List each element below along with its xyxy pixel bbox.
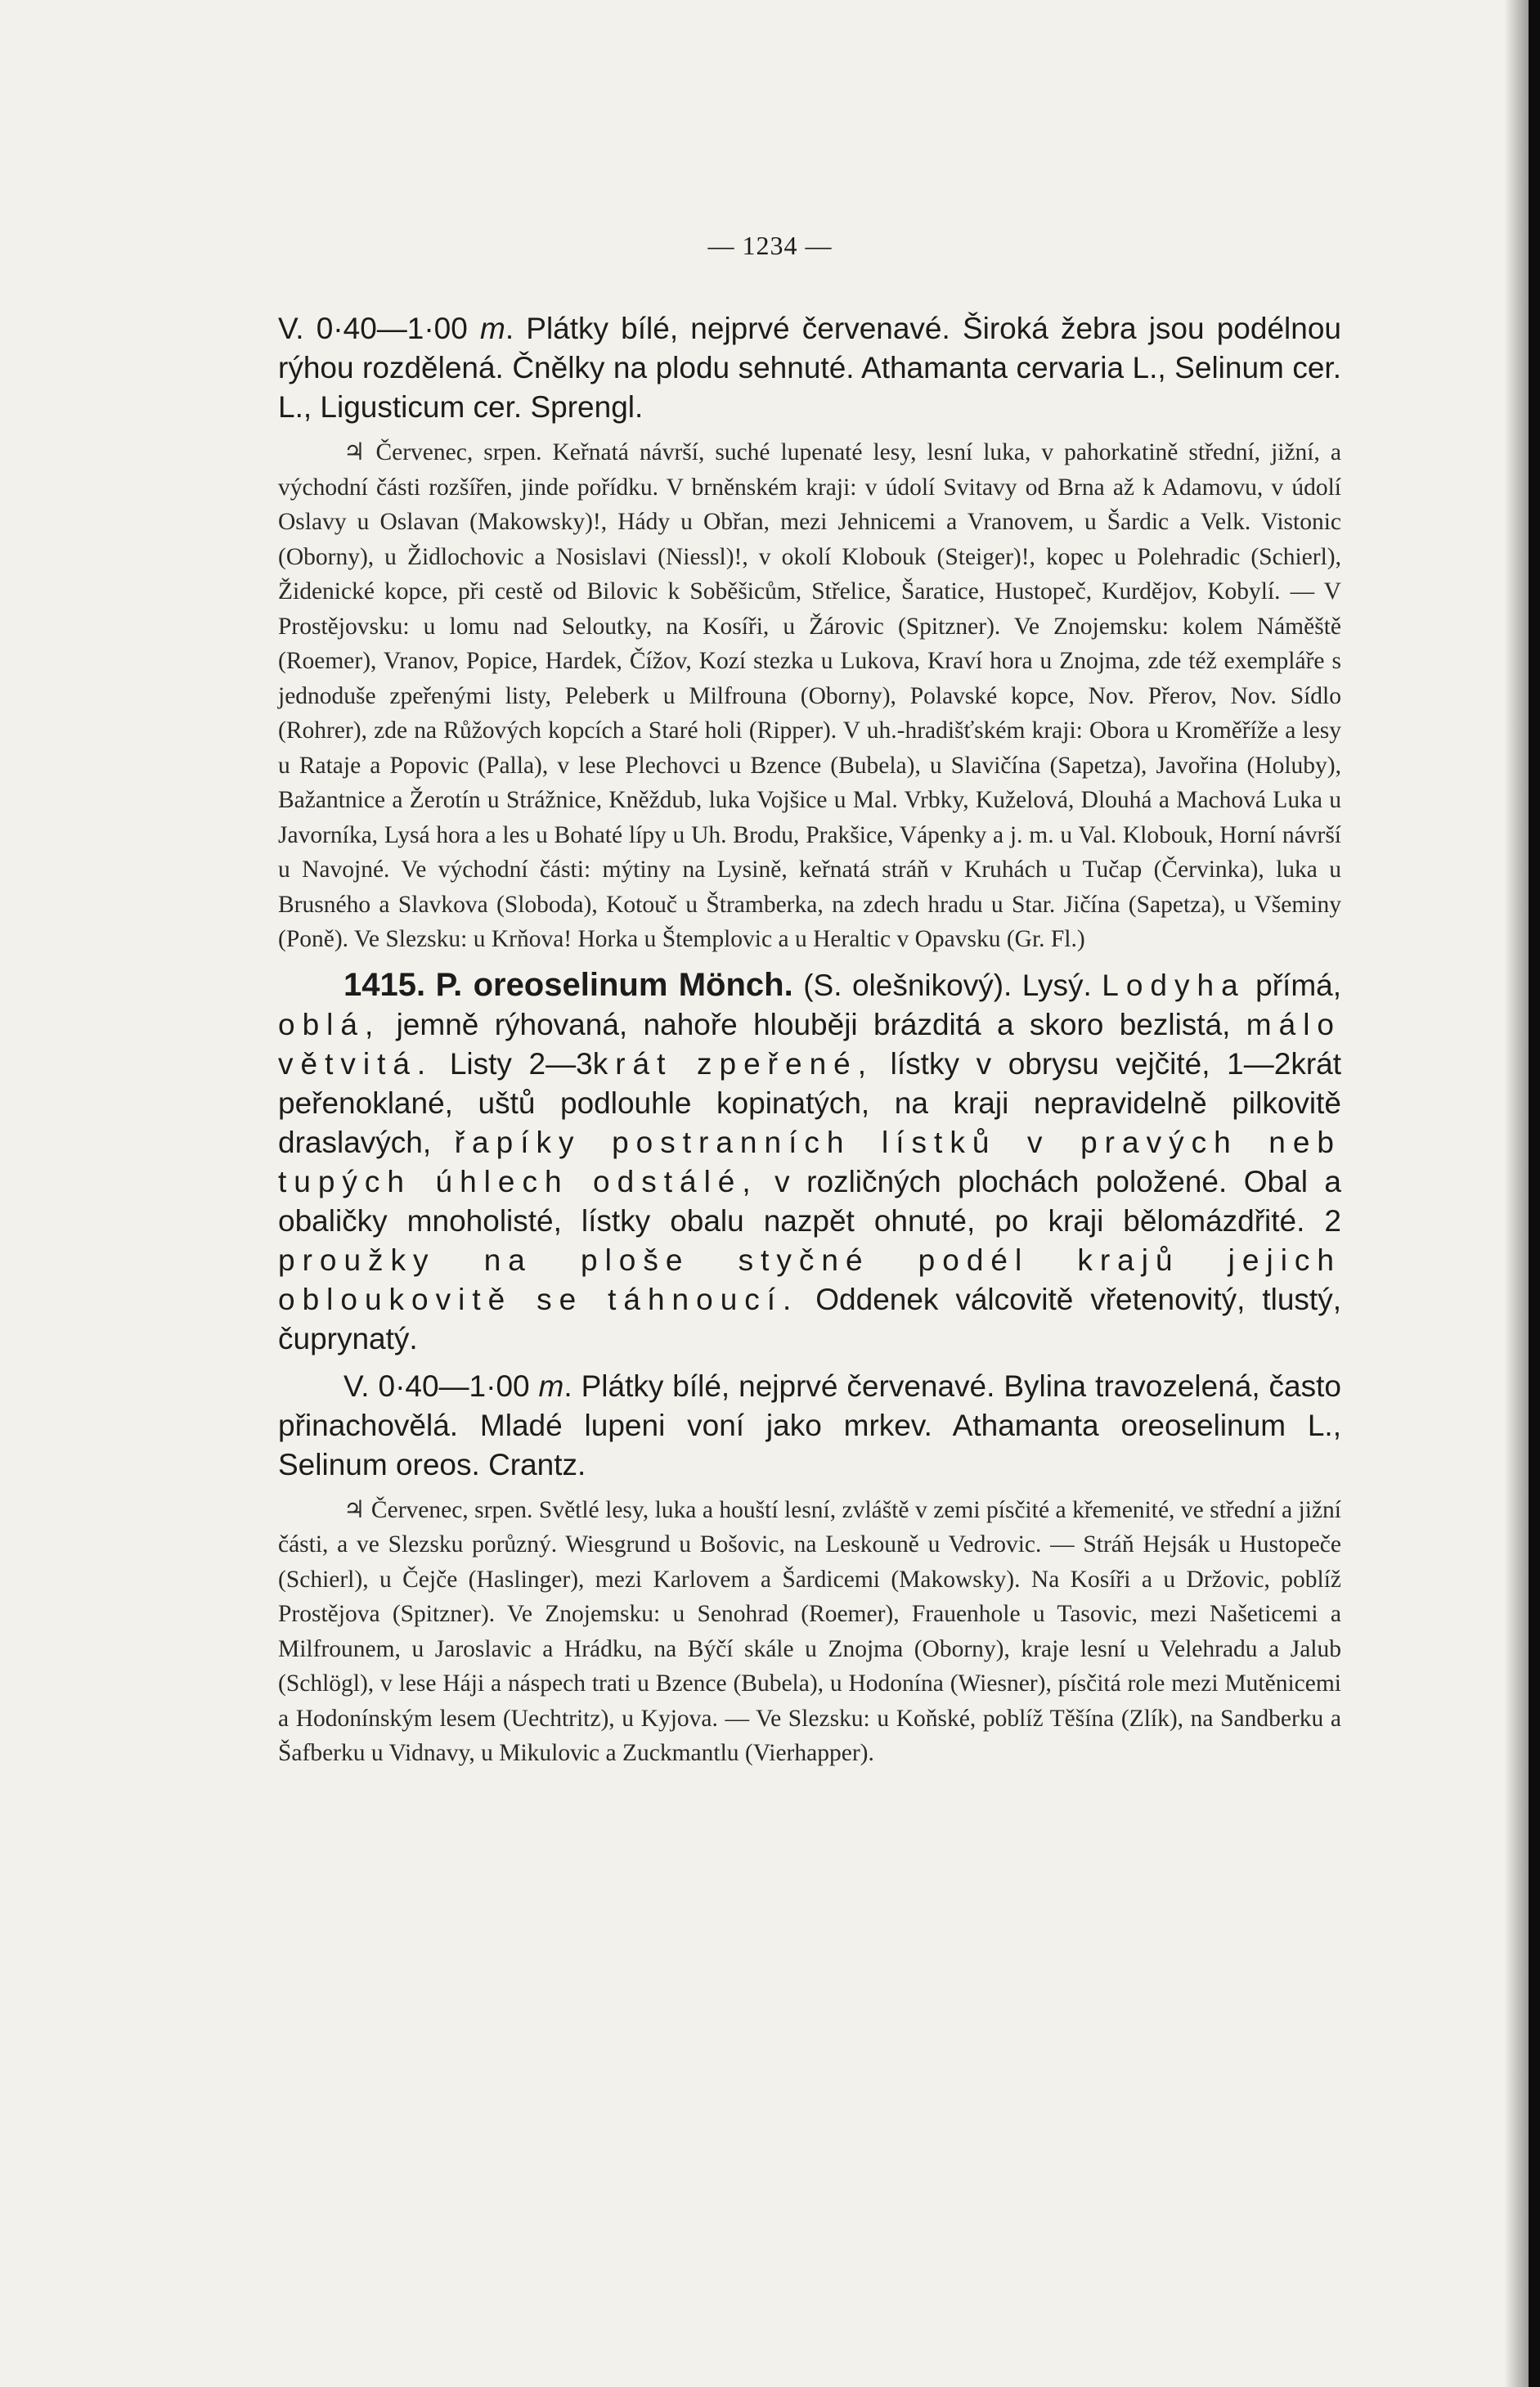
text-run: Oddenek válcovitě vřetenovitý, tlustý, čuprynatý.: [278, 1282, 1341, 1355]
emphasis: řapíky postranních lístků v pravých neb tupých úhlech odstálé,: [278, 1125, 1341, 1198]
text-run: V. 0·40—1·00: [278, 312, 480, 345]
paragraph-measurements-2: [278, 1367, 1341, 1485]
emphasis: málo větvitá.: [278, 1007, 1341, 1081]
page-edge: [1529, 0, 1540, 2387]
emphasis: Lodyha: [1102, 968, 1246, 1002]
text-run: . Plátky bílé, nejprvé červenavé. Široká žebra jsou podélnou rýhou rozdělená. Čnělky na plodu sehnuté. Athamanta cervaria L., Selinum cer. L., Ligusticum cer. Sprengl.: [278, 312, 1341, 424]
unit: m: [538, 1369, 564, 1403]
text-run: V. 0·40—1·00: [343, 1369, 539, 1403]
page-number: — 1234 —: [707, 231, 833, 260]
emphasis: proužky na ploše styčné podél krajů jejich obloukovitě se táhnoucí.: [278, 1243, 1341, 1316]
paragraph-distribution-2: ♃ Červenec, srpen. Světlé lesy, luka a houští lesní, zvláště v zemi písčité a křemenité, ve střední a jižní části, a ve Slezsku porůzný. Wiesgrund u Bošovic, na Leskouně u Vedrovic. — Stráň Hejsák u Hustopeče (Schierl), u Čejče (Haslinger), mezi Karlovem a Šardicemi (Makowsky). Na Kosíři a u Držovic, poblíž Prostějova (Spitzner). Ve Znojemsku: u Senohrad (Roemer), Frauenhole u Tasovic, mezi Našeticemi a Milfrounem, u Jaroslavic a Hrádku, na Býčí skále u Znojma (Oborny), kraje lesní u Velehradu a Jalub (Schlögl), v lese Háji a náspech trati u Bzence (Bubela), u Hodonína (Wiesner), písčitá role mezi Mutěnicemi a Hodonínským lesem (Uechtritz), u Kyjova. — Ve Slezsku: u Koňské, poblíž Těšína (Zlík), na Sandberku a Šafberku u Vidnavy, u Mikulovic a Zuckmantlu (Vierhapper).: [278, 1496, 1341, 1766]
text-run: přímá,: [1245, 968, 1342, 1002]
emphasis: oblá,: [278, 1007, 381, 1041]
unit: m: [480, 312, 505, 345]
text-run: jemně rýhovaná, nahoře hlouběji brázditá a skoro bezlistá,: [380, 1007, 1246, 1041]
species-author: Mönch.: [667, 966, 793, 1003]
paragraph-species-description: [278, 965, 1341, 1359]
text-run: (S. olešnikový). Lysý.: [792, 968, 1102, 1002]
page-content: [278, 309, 1341, 1771]
paragraph-measurements-1: [278, 309, 1341, 427]
emphasis: krát zpeřené,: [592, 1046, 874, 1081]
text-run: v rozličných plochách položené. Obal a obaličky mnoholisté, lístky obalu nazpět ohnuté, po kraji bělomázdřité. 2: [278, 1164, 1341, 1238]
paragraph-distribution-1: ♃ Červenec, srpen. Keřnatá návrší, suché lupenaté lesy, lesní luka, v pahorkatině střední, jižní, a východní části rozšířen, jinde pořídku. V brněnském kraji: v údolí Svitavy od Brna až k Adamovu, v údolí Oslavy u Oslavan (Makowsky)!, Hády u Obřan, mezi Jehnicemi a Vranovem, u Šardic a Velk. Vistonic (Oborny), u Židlochovic a Nosislavi (Niessl)!, v okolí Klobouk (Steiger)!, kopec u Polehradic (Schierl), Židenické kopce, při cestě od Bilovic k Soběšicům, Střelice, Šaratice, Hustopeč, Kurdějov, Kobylí. — V Prostějovsku: u lomu nad Seloutky, na Kosíři, u Žárovic (Spitzner). Ve Znojemsku: kolem Náměště (Roemer), Vranov, Popice, Hardek, Čížov, Kozí stezka u Lukova, Kraví hora u Znojma, zde též exempláře s jednoduše zpeřenými listy, Peleberk u Milfrouna (Oborny), Polavské kopce, Nov. Přerov, Nov. Sídlo (Rohrer), zde na Růžových kopcích a Staré holi (Ripper). V uh.-hradišťském kraji: Obora u Kroměříže a lesy u Rataje a Popovic (Palla), v lese Plechovci u Bzence (Bubela), u Slavičína (Sapetza), Javořina (Holuby), Bažantnice a Žerotín u Strážnice, Kněždub, luka Vojšice u Mal. Vrbky, Kuželová, Dlouhá a Machová Luka u Javorníka, Lysá hora a les u Bohaté lípy u Uh. Brodu, Prakšice, Vápenky a j. m. u Val. Klobouk, Horní návrší u Navojné. Ve východní části: mýtiny na Lysině, keřnatá stráň v Kruhách u Tučap (Červinka), luka u Brusného a Slavkova (Sloboda), Kotouč u Štramberka, na zdech hradu u Star. Jičína (Sapetza), u Všeminy (Poně). Ve Slezsku: u Krňova! Horka u Štemplovic a u Heraltic v Opavsku (Gr. Fl.): [278, 439, 1341, 952]
text-run: . Plátky bílé, nejprvé červenavé. Bylina travozelená, často přinachovělá. Mladé lupeni voní jako mrkev. Athamanta oreoselinum L., Selinum oreos. Crantz.: [278, 1369, 1341, 1481]
page-edge-shadow: [1504, 0, 1529, 2387]
text-run: Listy 2—3: [433, 1046, 593, 1081]
species-name: P. oreoselinum: [435, 966, 668, 1003]
species-number: 1415.: [343, 966, 426, 1003]
text-run: lístky v obrysu vejčité, 1—2krát peřenoklané, uštů podlouhle kopinatých, na kraji nepravidelně pilkovitě draslavých,: [278, 1046, 1342, 1159]
